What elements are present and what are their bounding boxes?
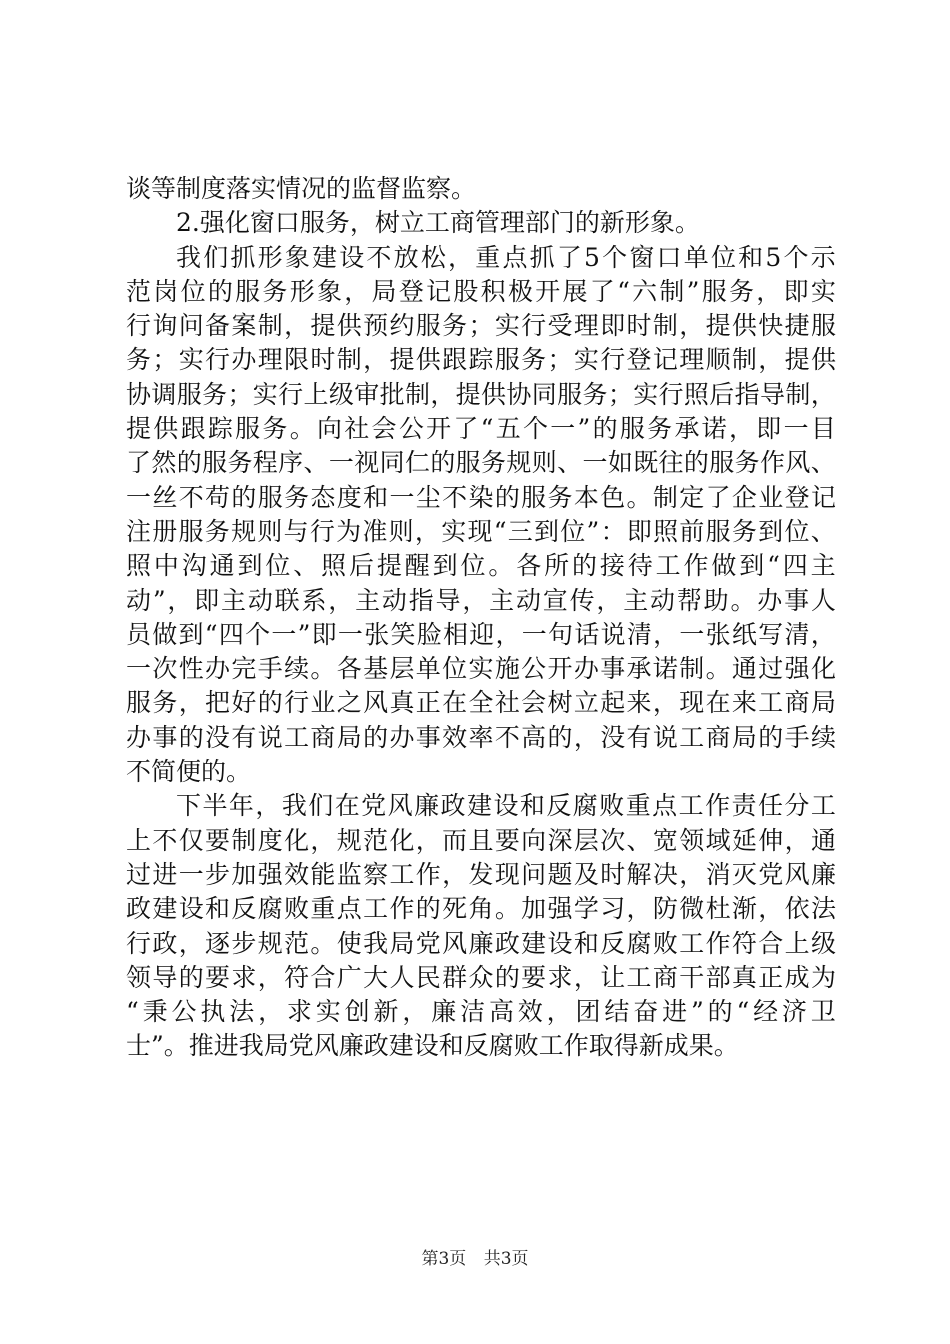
- text-line: 行 询 问 备 案 制 ， 提 供 预 约 服 务 ； 实 行 受 理 即 时 制 ， 提 供 快 捷 服: [126, 311, 836, 341]
- text-line: 务 ； 实 行 办 理 限 时 制 ， 提 供 跟 踪 服 务 ； 实 行 登 记 理 顺 制 ， 提 供: [126, 345, 836, 375]
- text-line: 范 岗 位 的 服 务 形 象 ， 局 登 记 股 积 极 开 展 了 “ 六 制 ” 服 务 ， 即 实: [126, 276, 836, 306]
- text-line: 领 导 的 要 求 ， 符 合 广 大 人 民 群 众 的 要 求 ， 让 工 商 干 部 真 正 成 为: [126, 962, 836, 992]
- text-line: 服 务 ， 把 好 的 行 业 之 风 真 正 在 全 社 会 树 立 起 来 ， 现 在 来 工 商 局: [126, 688, 836, 718]
- text-line: 办 事 的 没 有 说 工 商 局 的 办 事 效 率 不 高 的 ， 没 有 说 工 商 局 的 手 续: [126, 722, 836, 752]
- text-line: 动 ” ， 即 主 动 联 系 ， 主 动 指 导 ， 主 动 宣 传 ， 主 动 帮 助 。 办 事 人: [126, 585, 836, 615]
- text-line: 2.强化窗口服务，树立工商管理部门的新形象。: [176, 208, 700, 238]
- text-line: 提 供 跟 踪 服 务 。 向 社 会 公 开 了 “ 五 个 一 ” 的 服 务 承 诺 ， 即 一 目: [126, 414, 836, 444]
- text-line: 谈等制度落实情况的监督监察。: [126, 174, 477, 203]
- text-line: 上 不 仅 要 制 度 化 ， 规 范 化 ， 而 且 要 向 深 层 次 、 宽 领 域 延 伸 ， 通: [126, 825, 836, 855]
- text-line: 下 半 年 ， 我 们 在 党 风 廉 政 建 设 和 反 腐 败 重 点 工 作 责 任 分 工: [176, 791, 836, 821]
- page-number: 第3页: [421, 1249, 467, 1269]
- text-line: 一 次 性 办 完 手 续 。 各 基 层 单 位 实 施 公 开 办 事 承 诺 制 。 通 过 强 化: [126, 654, 836, 684]
- text-line: 过 进 一 步 加 强 效 能 监 察 工 作 ， 发 现 问 题 及 时 解 决 ， 消 灭 党 风 廉: [126, 859, 836, 889]
- text-line: 照 中 沟 通 到 位 、 照 后 提 醒 到 位 。 各 所 的 接 待 工 作 做 到 “ 四 主: [126, 551, 836, 581]
- text-line: 不简便的。: [126, 757, 252, 787]
- text-line: 员 做 到 “ 四 个 一 ” 即 一 张 笑 脸 相 迎 ， 一 句 话 说 清 ， 一 张 纸 写 清 ，: [126, 619, 836, 649]
- page-footer: [0, 1244, 950, 1269]
- text-line: 行 政 ， 逐 步 规 范 。 使 我 局 党 风 廉 政 建 设 和 反 腐 败 工 作 符 合 上 级: [126, 928, 836, 958]
- text-line: “ 秉 公 执 法 ， 求 实 创 新 ， 廉 洁 高 效 ， 团 结 奋 进 ” 的 “ 经 济 卫: [126, 997, 836, 1027]
- paragraph: [126, 789, 836, 1063]
- text-line: 我 们 抓 形 象 建 设 不 放 松 ， 重 点 抓 了 5 个 窗 口 单 位 和 5 个 示: [176, 242, 836, 272]
- paragraph: [126, 241, 836, 790]
- paragraph: [126, 172, 836, 206]
- paragraph: [126, 206, 836, 240]
- text-line: 政 建 设 和 反 腐 败 重 点 工 作 的 死 角 。 加 强 学 习 ， 防 微 杜 渐 ， 依 法: [126, 894, 836, 924]
- text-line: 协 调 服 务 ； 实 行 上 级 审 批 制 ， 提 供 协 同 服 务 ； 实 行 照 后 指 导 制 ，: [126, 379, 836, 409]
- text-line: 了 然 的 服 务 程 序 、 一 视 同 仁 的 服 务 规 则 、 一 如 既 往 的 服 务 作 风 、: [126, 448, 836, 478]
- text-line: 一 丝 不 苟 的 服 务 态 度 和 一 尘 不 染 的 服 务 本 色 。 制 定 了 企 业 登 记: [126, 482, 836, 512]
- text-line: 注 册 服 务 规 则 与 行 为 准 则 ， 实 现 “ 三 到 位 ” ： 即 照 前 服 务 到 位 、: [126, 516, 836, 546]
- page-total: 共3页: [483, 1249, 529, 1269]
- document-body: [126, 172, 836, 1064]
- text-line: 士”。推进我局党风廉政建设和反腐败工作取得新成果。: [126, 1031, 739, 1061]
